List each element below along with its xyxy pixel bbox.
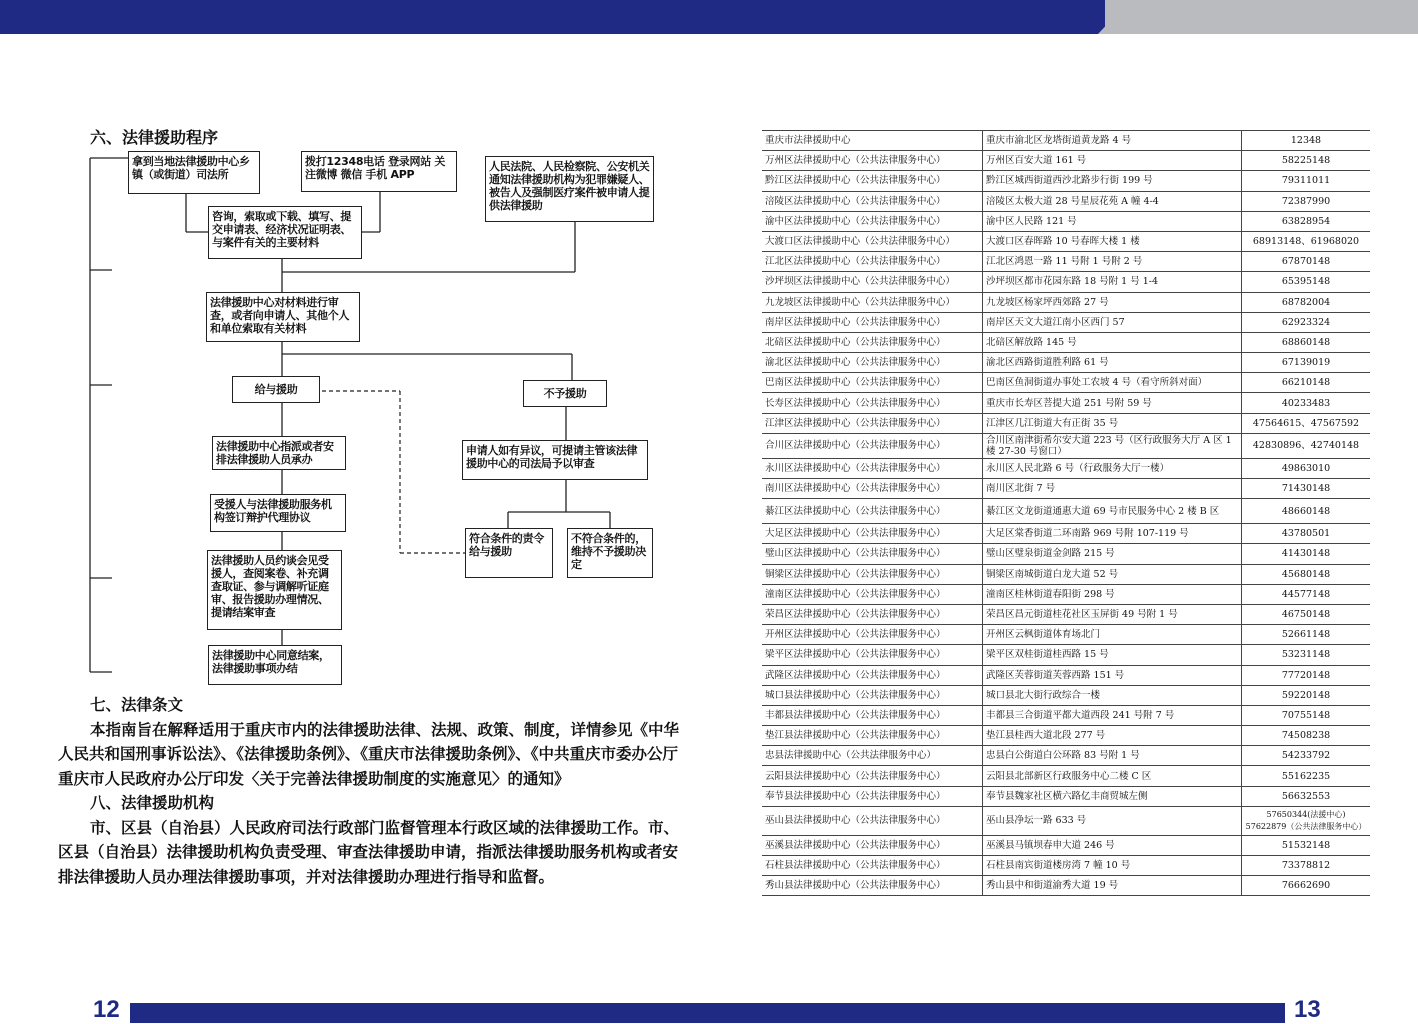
table-row (762, 151, 1370, 171)
table-row (762, 604, 1370, 624)
center-address: 渝北区西路街道胜利路 61 号 (983, 353, 1242, 373)
center-phone: 41430148 (1242, 544, 1371, 564)
center-phone: 62923324 (1242, 312, 1371, 332)
center-phone: 67139019 (1242, 353, 1371, 373)
center-name: 垫江县法律援助中心（公共法律服务中心） (762, 726, 983, 746)
legal-aid-centers-table (762, 130, 1370, 896)
center-address: 江津区几江街道大有正街 35 号 (983, 413, 1242, 433)
center-address: 永川区人民北路 6 号（行政服务大厅一楼） (983, 458, 1242, 478)
center-name: 开州区法律援助中心（公共法律服务中心） (762, 625, 983, 645)
center-address: 巫溪县马镇坝春申大道 246 号 (983, 835, 1242, 855)
table-row (762, 726, 1370, 746)
center-name: 大足区法律援助中心（公共法律服务中心） (762, 524, 983, 544)
center-name: 巫溪县法律援助中心（公共法律服务中心） (762, 835, 983, 855)
center-name: 万州区法律援助中心（公共法律服务中心） (762, 151, 983, 171)
center-phone: 46750148 (1242, 604, 1371, 624)
center-address: 璧山区璧泉街道金剑路 215 号 (983, 544, 1242, 564)
flowchart-lines (0, 0, 700, 700)
center-name: 石柱县法律援助中心（公共法律服务中心） (762, 856, 983, 876)
center-name: 永川区法律援助中心（公共法律服务中心） (762, 458, 983, 478)
center-phone: 71430148 (1242, 479, 1371, 499)
center-name: 黔江区法律援助中心（公共法律服务中心） (762, 171, 983, 191)
center-name: 江津区法律援助中心（公共法律服务中心） (762, 413, 983, 433)
center-phone: 68782004 (1242, 292, 1371, 312)
center-phone: 40233483 (1242, 393, 1371, 413)
center-address: 江北区鸿恩一路 11 号附 1 号附 2 号 (983, 252, 1242, 272)
center-address: 开州区云枫街道体育场北门 (983, 625, 1242, 645)
center-address: 大渡口区春晖路 10 号春晖大楼 1 楼 (983, 231, 1242, 251)
center-address: 石柱县南宾街道楼房湾 7 幢 10 号 (983, 856, 1242, 876)
center-address: 潼南区桂林街道春阳街 298 号 (983, 584, 1242, 604)
center-phone: 55162235 (1242, 766, 1371, 786)
section-6-title: 六、法律援助程序 (90, 128, 219, 147)
center-phone: 68860148 (1242, 332, 1371, 352)
center-address: 北碚区解放路 145 号 (983, 332, 1242, 352)
table-row (762, 332, 1370, 352)
center-address: 重庆市渝北区龙塔街道黄龙路 4 号 (983, 131, 1242, 151)
center-name: 合川区法律援助中心（公共法律服务中心） (762, 433, 983, 458)
page-number-right: 13 (1294, 996, 1321, 1023)
center-name: 渝中区法律援助中心（公共法律服务中心） (762, 211, 983, 231)
center-phone: 44577148 (1242, 584, 1371, 604)
table-row (762, 292, 1370, 312)
footer-bar (130, 1003, 1285, 1023)
center-address: 黔江区城西街道西沙北路步行街 199 号 (983, 171, 1242, 191)
table-row (762, 835, 1370, 855)
center-phone: 49863010 (1242, 458, 1371, 478)
center-name: 南川区法律援助中心（公共法律服务中心） (762, 479, 983, 499)
center-phone: 58225148 (1242, 151, 1371, 171)
center-address: 奉节县魏家社区横六路亿丰商贸城左侧 (983, 786, 1242, 806)
center-address: 城口县北大街行政综合一楼 (983, 685, 1242, 705)
table-row (762, 544, 1370, 564)
table-row (762, 806, 1370, 835)
table-row (762, 856, 1370, 876)
table-row (762, 433, 1370, 458)
center-phone (1242, 806, 1371, 835)
center-name: 渝北区法律援助中心（公共法律服务中心） (762, 353, 983, 373)
center-phone: 74508238 (1242, 726, 1371, 746)
center-address: 秀山县中和街道渝秀大道 19 号 (983, 876, 1242, 896)
center-phone: 76662690 (1242, 876, 1371, 896)
center-name: 云阳县法律援助中心（公共法律服务中心） (762, 766, 983, 786)
flow-box-hotline: 拨打12348电话 登录网站 关注微博 微信 手机 APP (301, 151, 457, 192)
flow-box-uphold-denial: 不符合条件的，维持不予援助决定 (567, 528, 653, 578)
section-7-text: 本指南旨在解释适用于重庆市内的法律援助法律、法规、政策、制度，详情参见《中华人民共和国刑事诉讼法》、《法律援助条例》、《重庆市法律援助条例》、《中共重庆市委办公厅重庆市人民政府办公厅印发〈关于完善法律援助制度的实施意见〉的通知》 (58, 720, 680, 788)
center-address: 丰都县三合街道平都大道西段 241 号附 7 号 (983, 705, 1242, 725)
center-phone: 48660148 (1242, 499, 1371, 524)
center-address: 巫山县净坛一路 633 号 (983, 806, 1242, 835)
center-address: 梁平区双桂街道桂西路 15 号 (983, 645, 1242, 665)
center-name: 奉节县法律援助中心（公共法律服务中心） (762, 786, 983, 806)
table-row (762, 211, 1370, 231)
flow-box-court-notice: 人民法院、人民检察院、公安机关通知法律援助机构为犯罪嫌疑人、被告人及强制医疗案件被申请人提供法律援助 (485, 156, 654, 222)
center-name: 大渡口区法律援助中心（公共法律服务中心） (762, 231, 983, 251)
center-phone: 45680148 (1242, 564, 1371, 584)
flow-box-local-center: 拿到当地法律援助中心乡镇（或街道）司法所 (128, 151, 260, 194)
table-row (762, 458, 1370, 478)
center-address: 垫江县桂西大道北段 277 号 (983, 726, 1242, 746)
table-row (762, 413, 1370, 433)
center-phone: 63828954 (1242, 211, 1371, 231)
center-phone: 52661148 (1242, 625, 1371, 645)
table-row (762, 584, 1370, 604)
center-address: 涪陵区太极大道 28 号星辰花苑 A 幢 4-4 (983, 191, 1242, 211)
center-phone: 77720148 (1242, 665, 1371, 685)
center-address: 万州区百安大道 161 号 (983, 151, 1242, 171)
flow-box-assign-lawyer: 法律援助中心指派或者安排法律援助人员承办 (212, 436, 346, 470)
table-row (762, 353, 1370, 373)
center-name: 璧山区法律援助中心（公共法律服务中心） (762, 544, 983, 564)
flow-box-sign-agreement: 受援人与法律援助服务机构签订辩护代理协议 (210, 494, 346, 532)
center-phone-primary: 57650344(法援中心) (1266, 809, 1346, 819)
page-number-left: 12 (93, 996, 120, 1023)
center-phone: 56632553 (1242, 786, 1371, 806)
center-address: 九龙坡区杨家坪西郊路 27 号 (983, 292, 1242, 312)
table-row (762, 524, 1370, 544)
center-phone: 72387990 (1242, 191, 1371, 211)
table-row (762, 705, 1370, 725)
table-row (762, 564, 1370, 584)
center-address: 合川区南津街希尔安大道 223 号（区行政服务大厅 A 区 1 楼 27-30 号窗口） (983, 433, 1242, 458)
center-phone: 47564615、47567592 (1242, 413, 1371, 433)
flow-box-objection: 申请人如有异议，可提请主管该法律援助中心的司法局予以审查 (462, 440, 648, 480)
table-row (762, 131, 1370, 151)
table-row (762, 876, 1370, 896)
center-address: 南川区北街 7 号 (983, 479, 1242, 499)
center-phone: 70755148 (1242, 705, 1371, 725)
center-phone: 66210148 (1242, 373, 1371, 393)
center-phone: 73378812 (1242, 856, 1371, 876)
center-name: 荣昌区法律援助中心（公共法律服务中心） (762, 604, 983, 624)
center-name: 丰都县法律援助中心（公共法律服务中心） (762, 705, 983, 725)
center-name: 沙坪坝区法律援助中心（公共法律服务中心） (762, 272, 983, 292)
center-phone: 65395148 (1242, 272, 1371, 292)
table-row (762, 746, 1370, 766)
table-row (762, 479, 1370, 499)
center-name: 铜梁区法律援助中心（公共法律服务中心） (762, 564, 983, 584)
center-name: 秀山县法律援助中心（公共法律服务中心） (762, 876, 983, 896)
table-row (762, 393, 1370, 413)
table-row (762, 191, 1370, 211)
center-address: 重庆市长寿区菩提大道 251 号附 59 号 (983, 393, 1242, 413)
center-name: 忠县法律援助中心（公共法律服务中心） (762, 746, 983, 766)
center-name: 潼南区法律援助中心（公共法律服务中心） (762, 584, 983, 604)
center-name: 巴南区法律援助中心（公共法律服务中心） (762, 373, 983, 393)
center-address: 云阳县北部新区行政服务中心二楼 C 区 (983, 766, 1242, 786)
center-phone: 42830896、42740148 (1242, 433, 1371, 458)
table-row (762, 625, 1370, 645)
table-row (762, 685, 1370, 705)
center-name: 北碚区法律援助中心（公共法律服务中心） (762, 332, 983, 352)
center-name: 城口县法律援助中心（公共法律服务中心） (762, 685, 983, 705)
center-address: 巴南区鱼洞街道办事处工农坡 4 号（看守所斜对面） (983, 373, 1242, 393)
center-name: 九龙坡区法律援助中心（公共法律服务中心） (762, 292, 983, 312)
header-accent-bar (1105, 0, 1418, 34)
center-name: 梁平区法律援助中心（公共法律服务中心） (762, 645, 983, 665)
center-name: 巫山县法律援助中心（公共法律服务中心） (762, 806, 983, 835)
center-phone: 67870148 (1242, 252, 1371, 272)
center-address: 綦江区文龙街道通惠大道 69 号市民服务中心 2 楼 B 区 (983, 499, 1242, 524)
table-row (762, 373, 1370, 393)
center-address: 大足区棠香街道二环南路 969 号附 107-119 号 (983, 524, 1242, 544)
center-address: 渝中区人民路 121 号 (983, 211, 1242, 231)
center-address: 南岸区天文大道江南小区西门 57 (983, 312, 1242, 332)
flow-box-review: 法律援助中心对材料进行审查，或者向申请人、其他个人和单位索取有关材料 (206, 292, 360, 342)
center-phone: 43780501 (1242, 524, 1371, 544)
center-name: 重庆市法律援助中心 (762, 131, 983, 151)
center-phone: 53231148 (1242, 645, 1371, 665)
center-name: 綦江区法律援助中心（公共法律服务中心） (762, 499, 983, 524)
center-address: 荣昌区昌元街道桂花社区玉屏街 49 号附 1 号 (983, 604, 1242, 624)
center-name: 武隆区法律援助中心（公共法律服务中心） (762, 665, 983, 685)
section-7-title: 七、法律条文 (90, 696, 184, 714)
center-address: 铜梁区南城街道白龙大道 52 号 (983, 564, 1242, 584)
center-address: 武隆区芙蓉街道芙蓉西路 151 号 (983, 665, 1242, 685)
section-8-text: 市、区县（自治县）人民政府司法行政部门监督管理本行政区域的法律援助工作。市、区县（自治县）法律援助机构负责受理、审查法律援助申请，指派法律援助服务机构或者安排法律援助人员办理法律援助事项，并对法律援助办理进行指导和监督。 (58, 818, 680, 886)
table-row (762, 272, 1370, 292)
center-name: 江北区法律援助中心（公共法律服务中心） (762, 252, 983, 272)
table-row (762, 766, 1370, 786)
center-phone: 68913148、61968020 (1242, 231, 1371, 251)
center-phone: 79311011 (1242, 171, 1371, 191)
table-row (762, 499, 1370, 524)
center-phone: 12348 (1242, 131, 1371, 151)
center-address: 忠县白公街道白公环路 83 号附 1 号 (983, 746, 1242, 766)
center-phone: 59220148 (1242, 685, 1371, 705)
table-row (762, 171, 1370, 191)
flow-box-close-case: 法律援助中心同意结案，法律援助事项办结 (208, 645, 342, 685)
flow-box-application: 咨询，索取或下载、填写、提交申请表、经济状况证明表、与案件有关的主要材料 (208, 206, 362, 259)
center-address: 沙坪坝区都市花园东路 18 号附 1 号 1-4 (983, 272, 1242, 292)
center-name: 南岸区法律援助中心（公共法律服务中心） (762, 312, 983, 332)
center-name: 涪陵区法律援助中心（公共法律服务中心） (762, 191, 983, 211)
table-row (762, 645, 1370, 665)
left-body-text (58, 693, 680, 889)
table-row (762, 231, 1370, 251)
center-phone: 54233792 (1242, 746, 1371, 766)
flow-box-grant-aid: 给与援助 (232, 376, 320, 403)
center-phone: 51532148 (1242, 835, 1371, 855)
table-row (762, 252, 1370, 272)
table-row (762, 786, 1370, 806)
table-row (762, 665, 1370, 685)
flow-box-handle-case: 法律援助人员约谈会见受援人，查阅案卷、补充调查取证、参与调解听证庭审、报告援助办理情况、提请结案审查 (207, 550, 342, 630)
center-phone-secondary: 57622879（公共法律服务中心） (1245, 821, 1367, 831)
table-row (762, 312, 1370, 332)
flow-box-deny-aid: 不予援助 (523, 380, 607, 407)
section-8-title: 八、法律援助机构 (90, 794, 215, 812)
flow-box-order-aid: 符合条件的责令给与援助 (465, 528, 553, 578)
center-name: 长寿区法律援助中心（公共法律服务中心） (762, 393, 983, 413)
